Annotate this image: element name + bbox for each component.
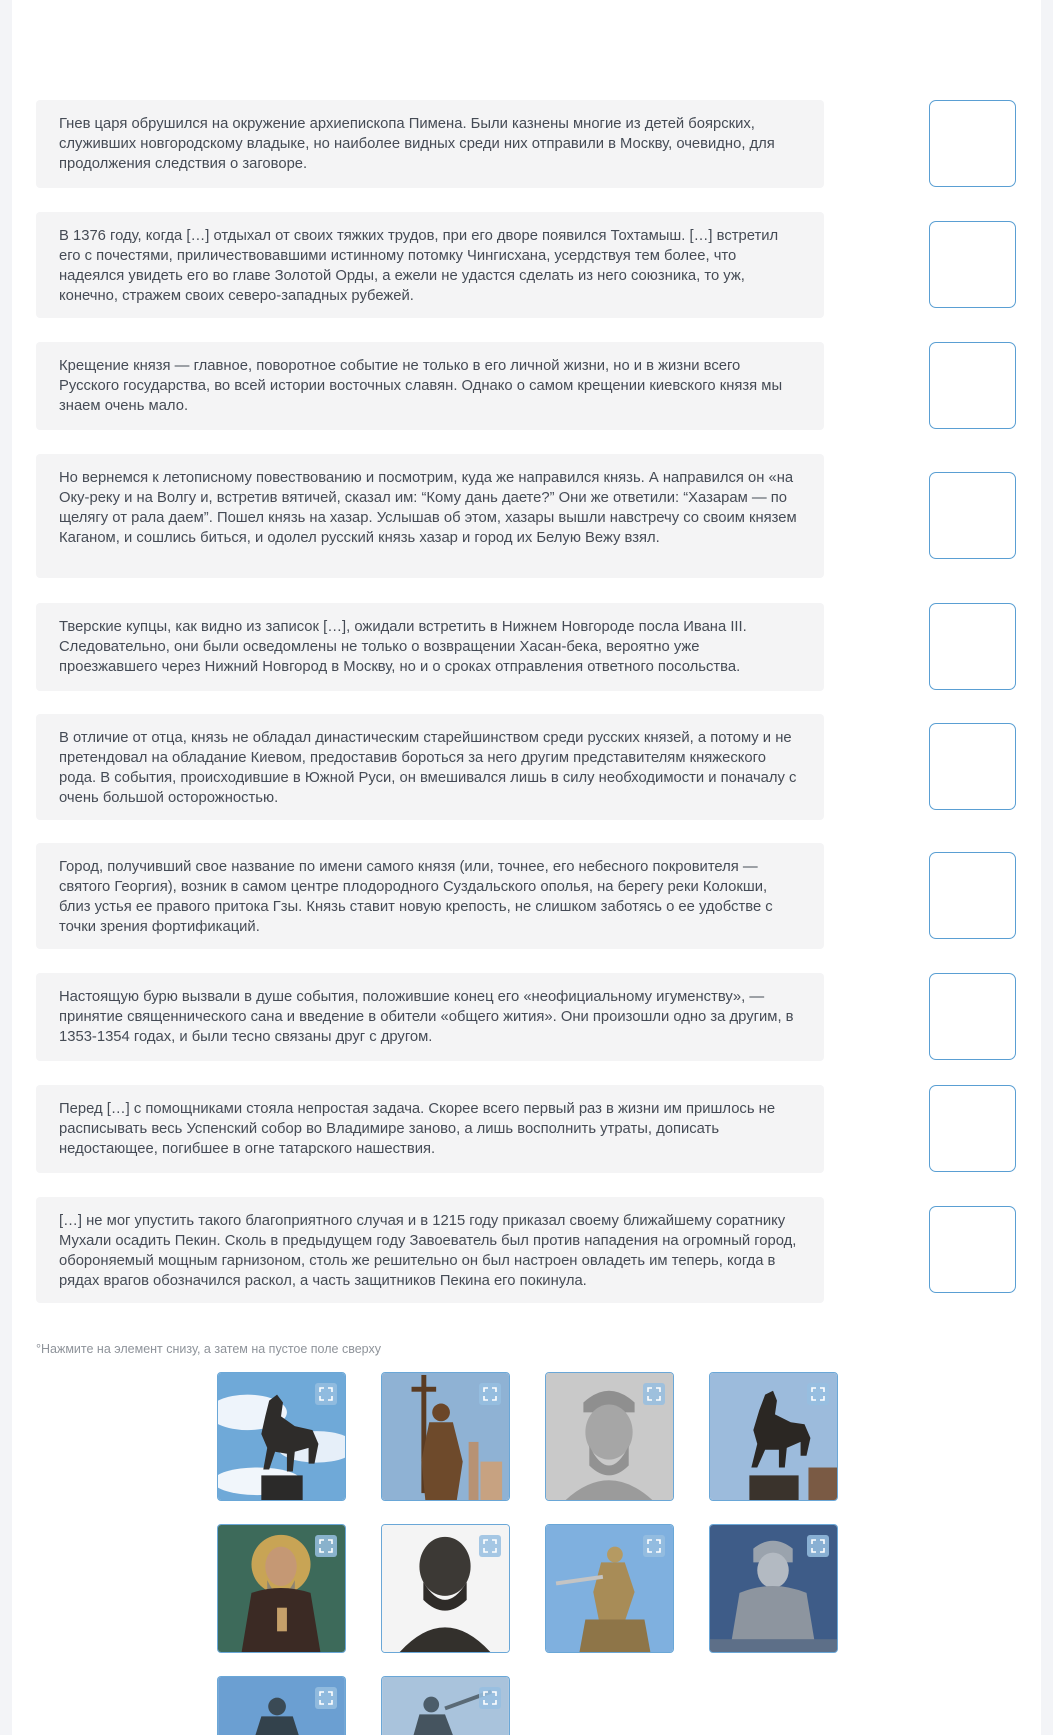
- image-tile-golden-warrior[interactable]: [545, 1524, 674, 1653]
- image-tile-standing-statue[interactable]: [217, 1676, 346, 1735]
- drop-slot[interactable]: [929, 221, 1016, 308]
- expand-icon[interactable]: [479, 1383, 501, 1405]
- text-card: Тверские купцы, как видно из записок […], ожидали встретить в Нижнем Новгороде посла Ивана III. Следовательно, они были осведомлены не только о возвращении Хасан-бека, вероятно уже проезжавшего через Нижний Новгород в Москву, но и о сроках отправления ответного посольства.: [36, 603, 824, 691]
- image-tile-equestrian-statue[interactable]: [217, 1372, 346, 1501]
- instruction-hint: °Нажмите на элемент снизу, а затем на пустое поле сверху: [36, 1342, 381, 1356]
- text-card: Настоящую бурю вызвали в душе события, положившие конец его «неофициальному игуменству», — принятие священнического сана и введение в обители «общего жития». Они произошли одно за другим, в 1353-1354 годах, и были тесно связаны друг с другом.: [36, 973, 824, 1061]
- text-card: Перед […] с помощниками стояла непростая задача. Скорее всего первый раз в жизни им пришлось не расписывать весь Успенский собор во Владимире заново, а лишь восполнить утраты, дописать недостающее, погибшее в огне татарского нашествия.: [36, 1085, 824, 1173]
- image-tile-icon-painting[interactable]: [217, 1524, 346, 1653]
- text-card: Но вернемся к летописному повествованию и посмотрим, куда же направился князь. А направился он «на Оку-реку и на Волгу и, встретив вятичей, сказал им: “Кому дань даете?” Они же ответили: “Хазарам — по щелягу от рала даем”. Пошел князь на хазар. Услышав об этом, хазары вышли навстречу со своим князем Каганом, и сошлись биться, и одолел русский князь хазар и город их Белую Вежу взял.: [36, 454, 824, 578]
- drop-slot[interactable]: [929, 973, 1016, 1060]
- image-tile-statue-with-sword[interactable]: [381, 1676, 510, 1735]
- image-tile-bronze-bust[interactable]: [381, 1524, 510, 1653]
- expand-icon[interactable]: [315, 1687, 337, 1709]
- drop-slot[interactable]: [929, 852, 1016, 939]
- expand-icon[interactable]: [315, 1535, 337, 1557]
- drop-slot[interactable]: [929, 100, 1016, 187]
- drop-slot[interactable]: [929, 472, 1016, 559]
- image-tile-silver-statue[interactable]: [709, 1524, 838, 1653]
- image-tile-statue-with-cross[interactable]: [381, 1372, 510, 1501]
- drop-slot[interactable]: [929, 342, 1016, 429]
- image-tile-equestrian-statue-dark[interactable]: [709, 1372, 838, 1501]
- expand-icon[interactable]: [479, 1687, 501, 1709]
- text-card: В 1376 году, когда […] отдыхал от своих тяжких трудов, при его дворе появился Тохтамыш. […] встретил его с почестями, приличествовавшими истинному потомку Чингисхана, усердствуя тем более, что надеялся увидеть его во главе Золотой Орды, а ежели не удастся сделать из него союзника, то уж, конечно, стражем своих северо-западных рубежей.: [36, 212, 824, 318]
- text-card: Гнев царя обрушился на окружение архиепископа Пимена. Были казнены многие из детей боярских, служивших новгородскому владыке, но наиболее видных среди них отправили в Москву, очевидно, для продолжения следствия о заговоре.: [36, 100, 824, 188]
- image-tile-stone-bust[interactable]: [545, 1372, 674, 1501]
- drop-slot[interactable]: [929, 603, 1016, 690]
- expand-icon[interactable]: [643, 1535, 665, 1557]
- expand-icon[interactable]: [315, 1383, 337, 1405]
- expand-icon[interactable]: [807, 1535, 829, 1557]
- text-card: В отличие от отца, князь не обладал династическим старейшинством среди русских князей, а потому и не претендовал на обладание Киевом, предоставив бороться за него другим представителям княжеского рода. В события, происходившие в Южной Руси, он вмешивался лишь в силу необходимости и поначалу с очень большой осторожностью.: [36, 714, 824, 820]
- drop-slot[interactable]: [929, 1206, 1016, 1293]
- drop-slot[interactable]: [929, 1085, 1016, 1172]
- expand-icon[interactable]: [807, 1383, 829, 1405]
- expand-icon[interactable]: [479, 1535, 501, 1557]
- text-card: Город, получивший свое название по имени самого князя (или, точнее, его небесного покровителя — святого Георгия), возник в самом центре плодородного Суздальского ополья, на берегу реки Колокши, близ устья ее правого притока Гзы. Князь ставит новую крепость, не слишком заботясь о ее удобстве с точки зрения фортификаций.: [36, 843, 824, 949]
- drop-slot[interactable]: [929, 723, 1016, 810]
- exercise-sheet: [12, 0, 1041, 1735]
- text-card: Крещение князя — главное, поворотное событие не только в его личной жизни, но и в жизни всего Русского государства, во всей истории восточных славян. Однако о самом крещении киевского князя мы знаем очень мало.: [36, 342, 824, 430]
- expand-icon[interactable]: [643, 1383, 665, 1405]
- text-card: […] не мог упустить такого благоприятного случая и в 1215 году приказал своему ближайшему соратнику Мухали осадить Пекин. Сколь в предыдущем году Завоеватель был против нападения на огромный город, обороняемый мощным гарнизоном, столь же решительно он был настроен овладеть им теперь, когда в рядах врагов обозначился раскол, а часть защитников Пекина его покинула.: [36, 1197, 824, 1303]
